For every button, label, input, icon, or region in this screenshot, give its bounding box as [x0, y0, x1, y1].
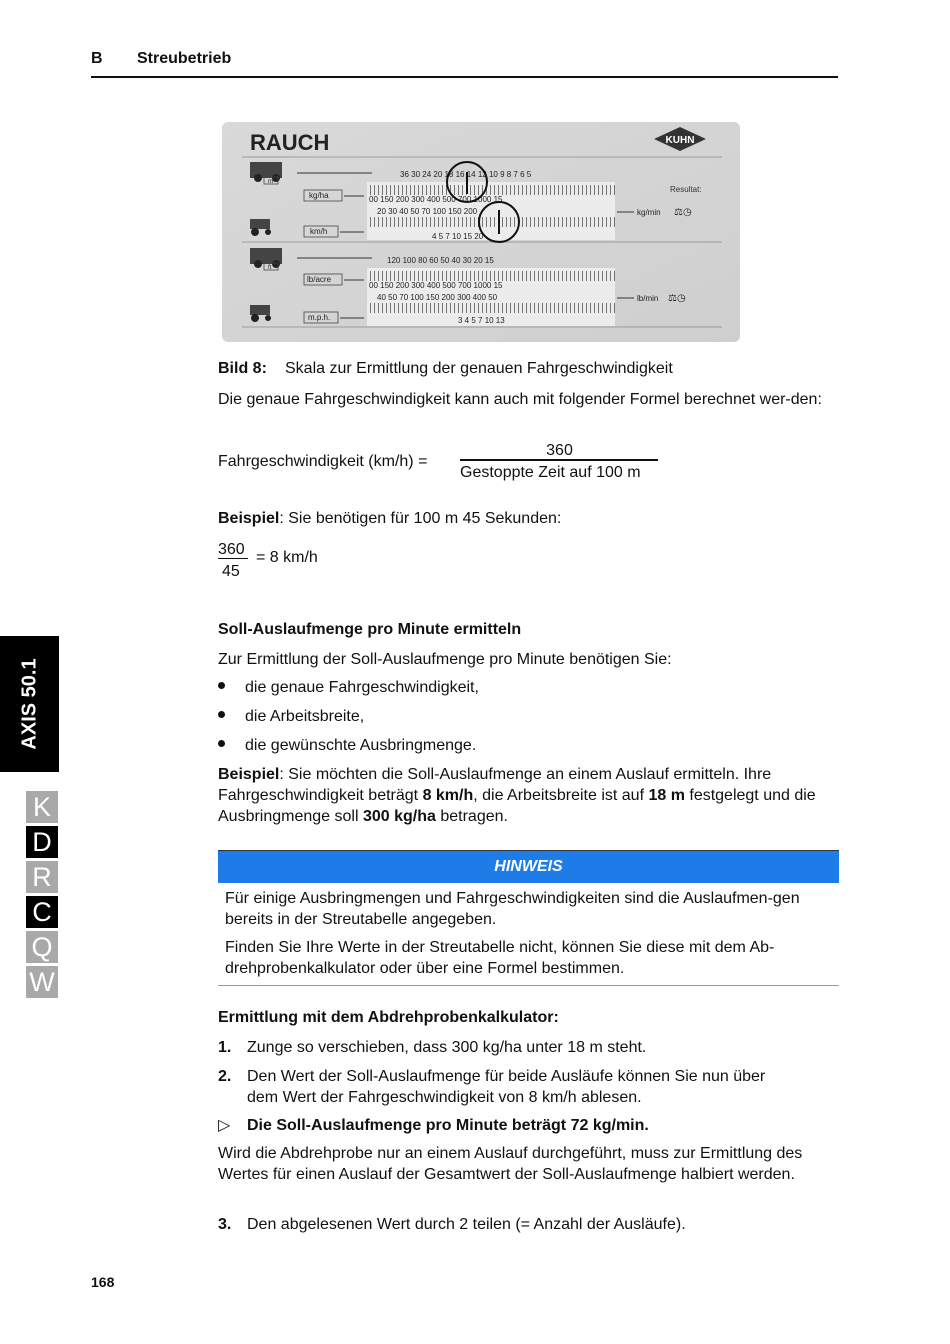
fraction-bar [460, 459, 658, 461]
result-arrow-icon: ▷ [218, 1117, 231, 1134]
formula-intro-paragraph: Die genaue Fahrgeschwindigkeit kann auch mit folgender Formel berechnet wer-den: [218, 391, 822, 408]
section-heading-soll: Soll-Auslaufmenge pro Minute ermitteln [218, 621, 522, 638]
unit-km-h: km/h [310, 227, 328, 236]
figure-caption-label: Bild 8: [218, 360, 267, 377]
example-text: : Sie benötigen für 100 m 45 Sekunden: [279, 510, 562, 527]
rauch-logo: RAUCH [250, 130, 330, 155]
section-letter: B [91, 50, 103, 67]
unit-lb-acre: lb/acre [307, 275, 332, 284]
speed-scale-figure [222, 122, 740, 342]
list-item: die Arbeitsbreite, [218, 706, 364, 727]
resultat-label: Resultat: [670, 185, 702, 194]
hinweis-title: HINWEIS [218, 850, 839, 883]
example-fraction-result: = 8 km/h [256, 549, 318, 566]
scale-clock-icon-imperial: ⚖◷ [668, 293, 686, 304]
scale-clock-icon: ⚖◷ [674, 207, 692, 218]
step-1: 1. Zunge so verschieben, dass 300 kg/ha unter 18 m steht. [218, 1039, 647, 1056]
unit-kg-ha: kg/ha [309, 191, 329, 200]
kg-min-row: 20 30 40 50 70 100 150 200 [377, 207, 478, 216]
hinweis-paragraph-2: Finden Sie Ihre Werte in der Streutabelle nicht, können Sie diese mit dem Ab-drehprobenkalkulator oder über eine Formel bestimmen. [225, 939, 775, 977]
example-2: Beispiel: Sie möchten die Soll-Auslaufmenge an einem Auslauf ermitteln. Ihre Fahrgeschwindigkeit beträgt 8 km/h, die Arbeitsbreite ist auf 18 m festgelegt und die Ausbringmenge soll 300 kg/ha betragen. [218, 766, 816, 825]
soll-intro: Zur Ermittlung der Soll-Auslaufmenge pro Minute benötigen Sie: [218, 651, 672, 668]
example-label: Beispiel [218, 510, 280, 527]
unit-mph: m.p.h. [308, 313, 331, 322]
svg-text:m: m [268, 179, 273, 185]
language-tab-r[interactable]: R [26, 861, 58, 893]
section-heading-abdreh: Ermittlung mit dem Abdrehprobenkalkulator: [218, 1009, 559, 1026]
formula-numerator: 360 [546, 442, 573, 459]
hinweis-paragraph-1: Für einige Ausbringmengen und Fahrgeschwindigkeiten sind die Auslaufmen-gen bereits in der Streutabelle angegeben. [225, 890, 800, 928]
language-tab-d[interactable]: D [26, 826, 58, 858]
side-tab-axis: AXIS 50.1 [0, 636, 59, 772]
list-item: die genaue Fahrgeschwindigkeit, [218, 677, 479, 698]
step-3: 3. Den abgelesenen Wert durch 2 teilen (= Anzahl der Ausläufe). [218, 1216, 686, 1233]
example-fraction-denominator: 45 [222, 563, 240, 580]
kuhn-logo: KUHN [665, 135, 695, 146]
list-item: die gewünschte Ausbringmenge. [218, 735, 476, 756]
hinweis-bottom-rule [218, 985, 839, 986]
lb-min-row: 40 50 70 100 150 200 300 400 50 [377, 293, 498, 302]
step-2: 2. Den Wert der Soll-Auslaufmenge für beide Ausläufe können Sie nun über dem Wert der Fahrgeschwindigkeit von 8 km/h ablesen. [218, 1068, 766, 1106]
result-line: ▷ Die Soll-Auslaufmenge pro Minute beträgt 72 kg/min. [218, 1117, 649, 1134]
example-fraction-bar [218, 558, 248, 559]
section-title: Streubetrieb [137, 50, 232, 67]
width-m-row: 36 30 24 20 18 16 14 12 10 9 8 7 6 5 [400, 170, 532, 179]
formula-label: Fahrgeschwindigkeit (km/h) = [218, 453, 428, 470]
formula-denominator: Gestoppte Zeit auf 100 m [460, 464, 641, 481]
svg-text:ft: ft [268, 265, 272, 271]
language-tab-w[interactable]: W [26, 966, 58, 998]
figure-caption-text: Skala zur Ermittlung der genauen Fahrgeschwindigkeit [285, 360, 673, 377]
kg-ha-row: 00 150 200 300 400 500 700 1000 15 [369, 195, 503, 204]
lb-min-label: lb/min [637, 294, 659, 303]
language-tab-q[interactable]: Q [26, 931, 58, 963]
page-number: 168 [91, 1274, 115, 1290]
bullet-icon [218, 740, 225, 747]
example-1 [218, 508, 561, 529]
header-rule [91, 76, 838, 78]
lb-acre-row: 00 150 200 300 400 500 700 1000 15 [369, 281, 503, 290]
language-tab-k[interactable]: K [26, 791, 58, 823]
km-h-row: 4 5 7 10 15 20 [432, 232, 484, 241]
kg-min-label: kg/min [637, 208, 661, 217]
mph-row: 3 4 5 7 10 13 [458, 316, 505, 325]
language-tab-c[interactable]: C [26, 896, 58, 928]
example-fraction-numerator: 360 [218, 541, 245, 558]
width-ft-row: 120 100 80 60 50 40 30 20 15 [387, 256, 494, 265]
note-paragraph: Wird die Abdrehprobe nur an einem Auslauf durchgeführt, muss zur Ermittlung des Wertes für einen Auslauf der Gesamtwert der Soll-Auslaufmenge halbiert werden. [218, 1145, 803, 1183]
bullet-icon [218, 682, 225, 689]
bullet-icon [218, 711, 225, 718]
